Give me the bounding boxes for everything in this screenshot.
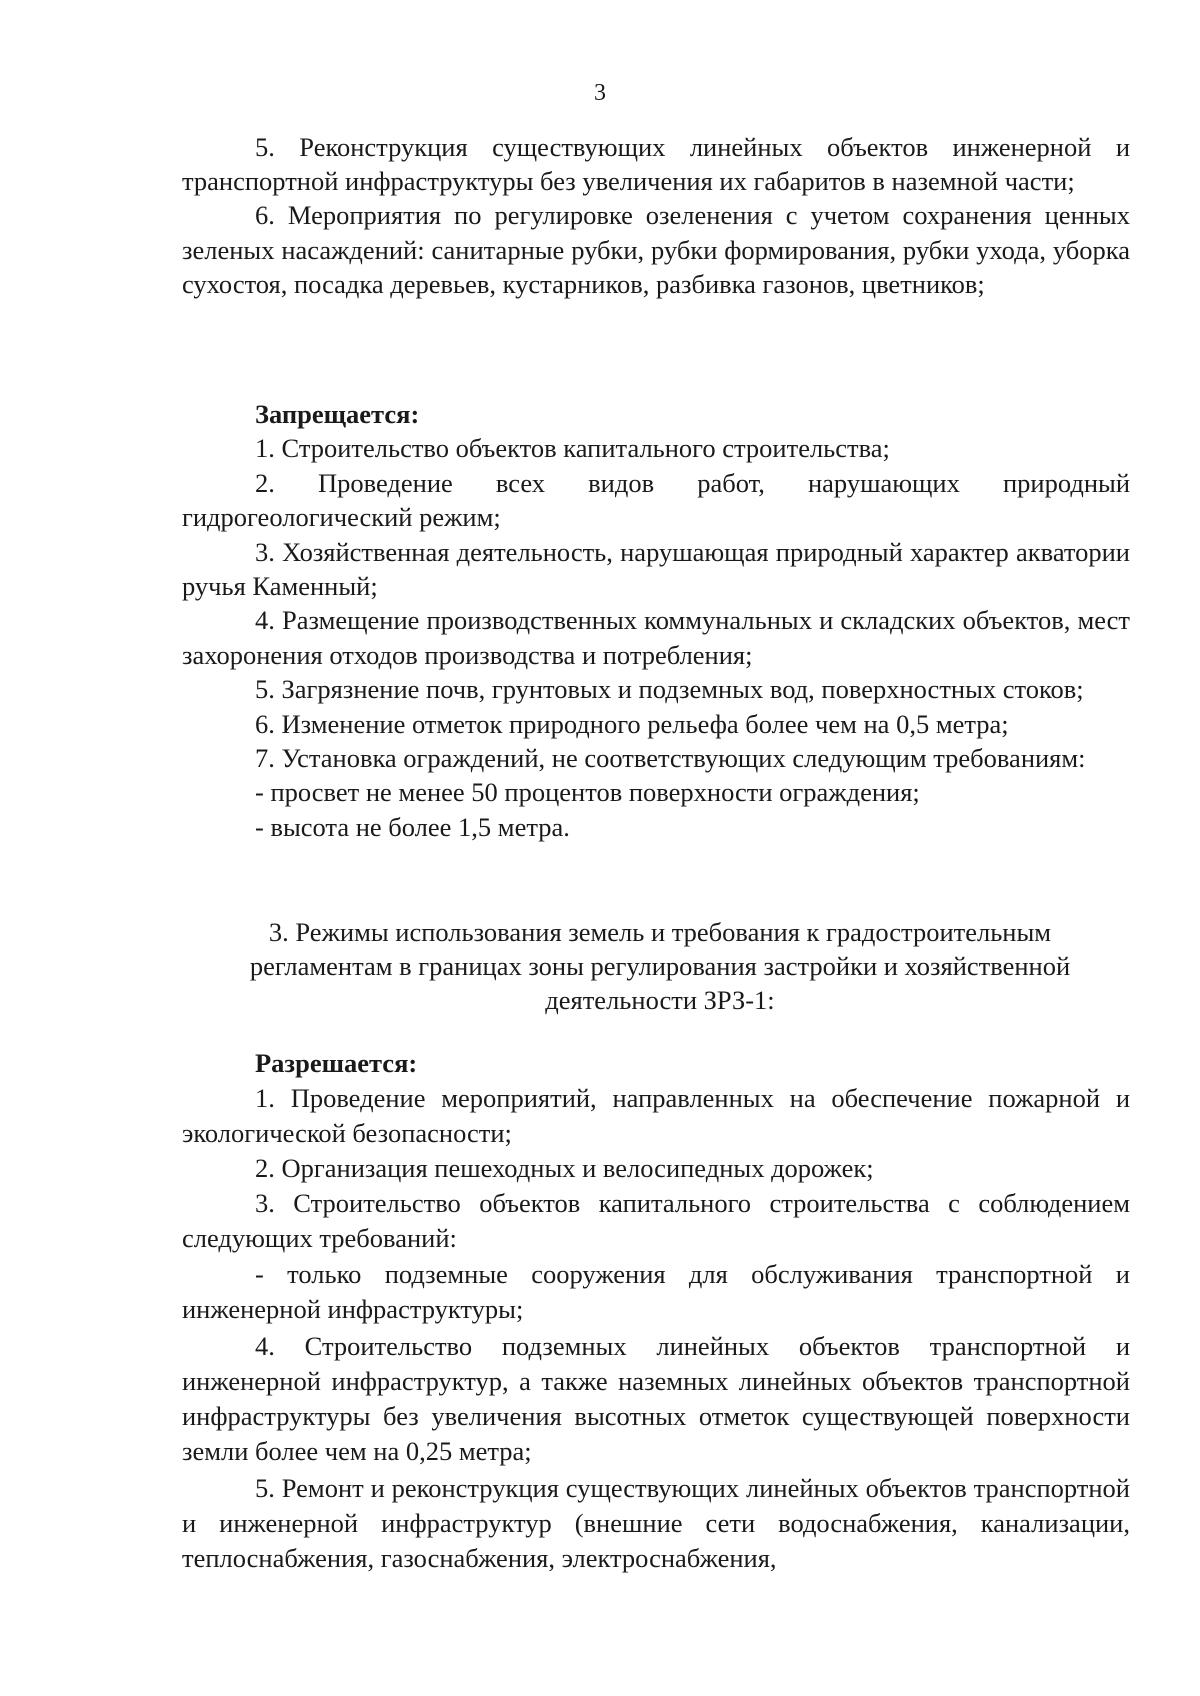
list-item: 4. Строительство подземных линейных объектов транспортной и инженерной инфраструктур, а также наземных линейных объектов транспортной инфраструктуры без увеличения высотных отметок существующей поверхности земли более чем на 0,25 метра; <box>182 1330 1130 1467</box>
list-item: 7. Установка ограждений, не соответствующих следующим требованиям: <box>255 743 1086 774</box>
list-item: 5. Загрязнение почв, грунтовых и подземных вод, поверхностных стоков; <box>255 674 1084 705</box>
list-item: 6. Изменение отметок природного рельефа более чем на 0,5 метра; <box>255 708 1009 739</box>
page-number: 3 <box>594 80 606 106</box>
prohibited-section <box>182 397 1130 844</box>
list-item: 3. Хозяйственная деятельность, нарушающая природный характер акватории ручья Каменный; <box>182 536 1130 602</box>
section-title-line: регламентам в границах зоны регулирования застройки и хозяйственной <box>249 951 1071 981</box>
list-item: 6. Мероприятия по регулировке озеленения с учетом сохранения ценных зеленых насаждений: санитарные рубки, рубки формирования, рубки ухода, уборка сухостоя, посадка деревьев, кустарников, разбивка газонов, цветников; <box>182 200 1130 299</box>
list-sub-item: - высота не более 1,5 метра. <box>255 811 570 842</box>
list-item: 1. Проведение мероприятий, направленных на обеспечение пожарной и экологической безопасности; <box>182 1083 1130 1149</box>
list-item: 3. Строительство объектов капитального строительства с соблюдением следующих требований: <box>182 1188 1130 1254</box>
list-item: 1. Строительство объектов капитального строительства; <box>255 433 890 464</box>
list-sub-item: - просвет не менее 50 процентов поверхности ограждения; <box>255 777 920 808</box>
list-item: 2. Проведение всех видов работ, нарушающих природный гидрогеологический режим; <box>182 467 1130 533</box>
list-item: 4. Размещение производственных коммунальных и складских объектов, мест захоронения отходов производства и потребления; <box>182 605 1130 670</box>
list-item: 2. Организация пешеходных и велосипедных дорожек; <box>255 1153 874 1184</box>
allowed-heading: Разрешается: <box>255 1048 418 1078</box>
list-item: - только подземные сооружения для обслуживания транспортной и инженерной инфраструктуры; <box>182 1258 1130 1324</box>
allowed-section <box>182 1046 1130 1576</box>
list-item: 5. Реконструкция существующих линейных объектов инженерной и транспортной инфраструктуры без увеличения их габаритов в наземной части; <box>182 132 1130 197</box>
section-title-line: 3. Режимы использования земель и требования к градостроительным <box>268 917 1052 947</box>
list-item: 5. Ремонт и реконструкция существующих линейных объектов транспортной и инженерной инфраструктур (внешние сети водоснабжения, канализации, теплоснабжения, газоснабжения, электроснабжения, <box>182 1473 1130 1574</box>
section-title <box>200 915 1120 1017</box>
section-title-line: деятельности ЗРЗ-1: <box>545 985 775 1015</box>
intro-items <box>182 130 1130 301</box>
prohibited-heading: Запрещается: <box>255 399 420 429</box>
